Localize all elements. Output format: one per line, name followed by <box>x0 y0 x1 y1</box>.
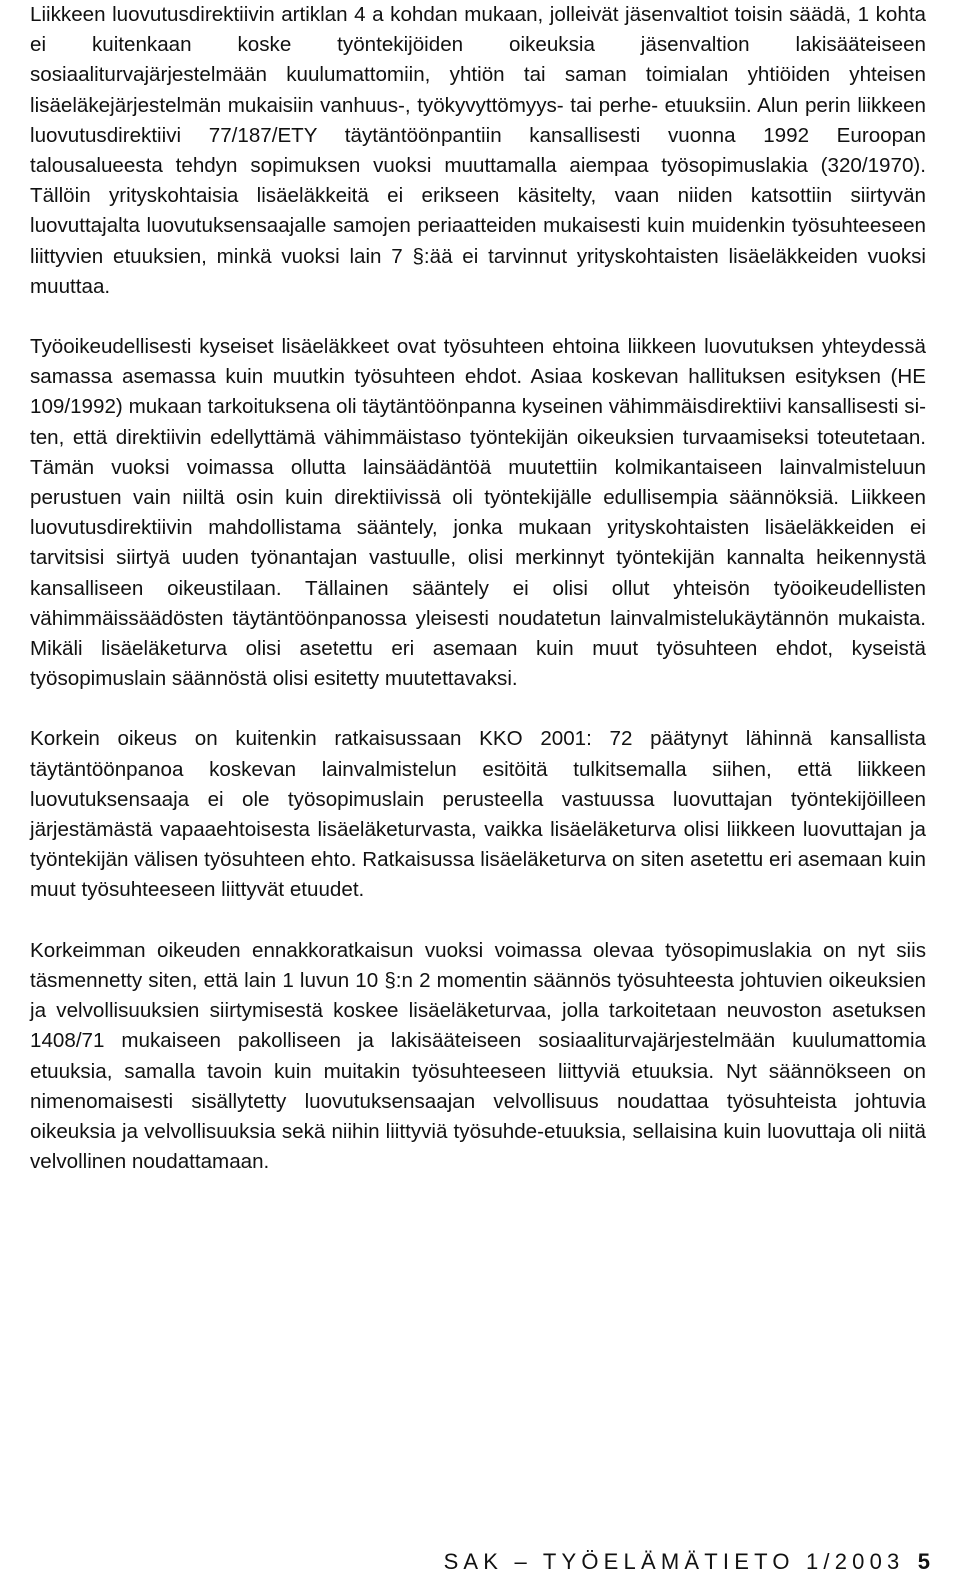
page-number: 5 <box>917 1549 930 1574</box>
document-body <box>30 0 926 1177</box>
page-footer <box>444 1549 930 1575</box>
paragraph-3: Korkein oikeus on kuitenkin ratkaisussaan KKO 2001: 72 päätynyt lähinnä kansallista täytäntöönpanoa koskevan lainvalmistelun esitöitä tulkitsemalla siihen, että liikkeen luovutuksensaaja ei ole työsopimuslain perusteella vastuussa luovuttajan työntekijöilleen järjestämästä vapaaehtoisesta lisäeläketurvasta, vaikka lisäeläketurva olisi liikkeen luovuttajan ja työntekijän välisen työsuhteen ehto. Ratkaisussa lisäeläketurva on siten asetettu eri asemaan kuin muut työsuhteeseen liittyvät etuudet. <box>30 727 926 902</box>
paragraph-1: Liikkeen luovutusdirektiivin artiklan 4 a kohdan mukaan, jolleivät jäsenvaltiot toisin säädä, 1 kohta ei kuitenkaan koske työntekijöiden oikeuksia jäsenvaltion lakisääteiseen sosiaaliturvajärjestelmään kuulumattomiin, yhtiön tai saman toimialan yhtiöiden yhteisen lisäeläkejärjestelmän mukaisiin vanhuus-, työkyvyttömyys- tai perhe- etuuksiin. Alun perin liikkeen luovutusdirektiivi 77/187/ETY täytäntöönpantiin kansallisesti vuonna 1992 Euroopan talousalueesta tehdyn sopimuksen vuoksi muuttamalla aiempaa työsopimuslakia (320/1970). Tällöin yrityskohtaisia lisäeläkkeitä ei erikseen käsitelty, vaan niiden katsottiin siirtyvän luovuttajalta luovutuksensaajalle samojen periaatteiden mukaisesti kuin muidenkin työsuhteeseen liittyvien etuuksien, minkä vuoksi lain 7 §:ää ei tarvinnut yrityskohtaisten lisäeläkkeiden vuoksi muuttaa. <box>30 3 926 298</box>
footer-publication: SAK – TYÖELÄMÄTIETO 1/2003 <box>443 1549 905 1574</box>
paragraph-4: Korkeimman oikeuden ennakkoratkaisun vuoksi voimassa olevaa työsopimuslakia on nyt siis täsmennetty siten, että lain 1 luvun 10 §:n 2 momentin säännös työsuhteesta johtuvien oikeuksien ja velvollisuuksien siirtymisestä koskee lisäeläketurvaa, jolla tarkoitetaan neuvoston asetuksen 1408/71 mukaiseen pakolliseen ja lakisääteiseen sosiaaliturvajärjestelmään kuulumattomia etuuksia, samalla tavoin kuin muitakin työsuhteeseen liittyviä etuuksia. Nyt säännökseen on nimenomaisesti sisällytetty luovutuksensaajan velvollisuus noudattaa työsuhteista johtuvia oikeuksia ja velvollisuuksia sekä niihin liittyviä työsuhde-etuuksia, sellaisina kuin luovuttaja oli niitä velvollinen noudattamaan. <box>30 938 926 1174</box>
paragraph-2: Työoikeudellisesti kyseiset lisäeläkkeet ovat työsuhteen ehtoina liikkeen luovutuksen yhteydessä samassa asemassa kuin muutkin työsuhteen ehdot. Asiaa koskevan hallituksen esityksen (HE 109/1992) mukaan tarkoituksena oli täytäntöönpanna kyseinen vähimmäisdirektiivi kansallisesti siten, että direktiivin edellyttämä vähimmäistaso työntekijän oikeuksien turvaamiseksi toteutetaan. Tämän vuoksi voimassa ollutta lainsäädäntöä muutettiin kolmikantaiseen lainvalmisteluun perustuen vain niiltä osin kuin direktiivissä oli työntekijälle edullisempia säännöksiä. Liikkeen luovutusdirektiivin mahdollistama sääntely, jonka mukaan yrityskohtaisten lisäeläkkeiden ei tarvitsisi siirtyä uuden työnantajan vastuulle, olisi merkinnyt työntekijän kannalta heikennystä kansalliseen oikeustilaan. Tällainen sääntely ei olisi ollut yhteisön työoikeudellisten vähimmäissäädösten täytäntöönpanossa yleisesti noudatetun lainvalmistelukäytännön mukaista. Mikäli lisäeläketurva olisi asetettu eri asemaan kuin muut työsuhteen ehdot, kyseistä työsopimuslain säännöstä olisi esitetty muutettavaksi. <box>30 335 926 691</box>
